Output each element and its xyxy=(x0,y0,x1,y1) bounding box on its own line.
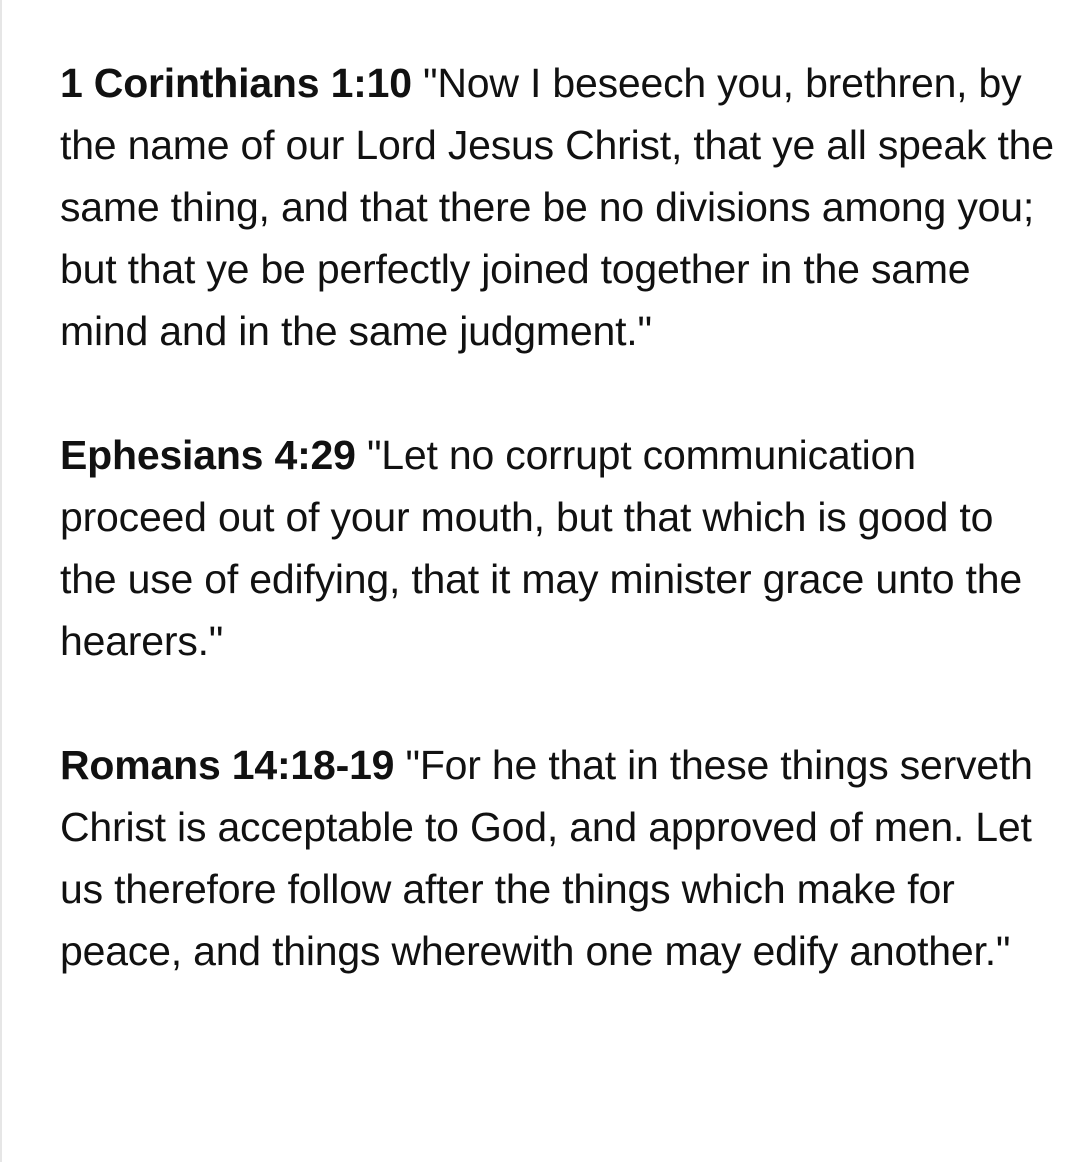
scripture-document xyxy=(60,52,1060,982)
verse-reference: Ephesians 4:29 xyxy=(60,432,356,478)
verse-text: "For he that in these things serveth Christ is acceptable to God, and approved of men. Let us therefore follow after the things which make for peace, and things wherewith one may edify another." xyxy=(60,742,1033,974)
verse-ephesians xyxy=(60,424,1060,672)
verse-romans xyxy=(60,734,1060,982)
page-left-edge xyxy=(0,0,2,1162)
verse-reference: 1 Corinthians 1:10 xyxy=(60,60,412,106)
verse-1-corinthians xyxy=(60,52,1060,362)
verse-reference: Romans 14:18-19 xyxy=(60,742,395,788)
verse-text: "Now I beseech you, brethren, by the name of our Lord Jesus Christ, that ye all speak the same thing, and that there be no divisions among you; but that ye be perfectly joined together in the same mind and in the same judgment." xyxy=(60,60,1054,354)
verse-text: "Let no corrupt communication proceed out of your mouth, but that which is good to the use of edifying, that it may minister grace unto the hearers." xyxy=(60,432,1022,664)
